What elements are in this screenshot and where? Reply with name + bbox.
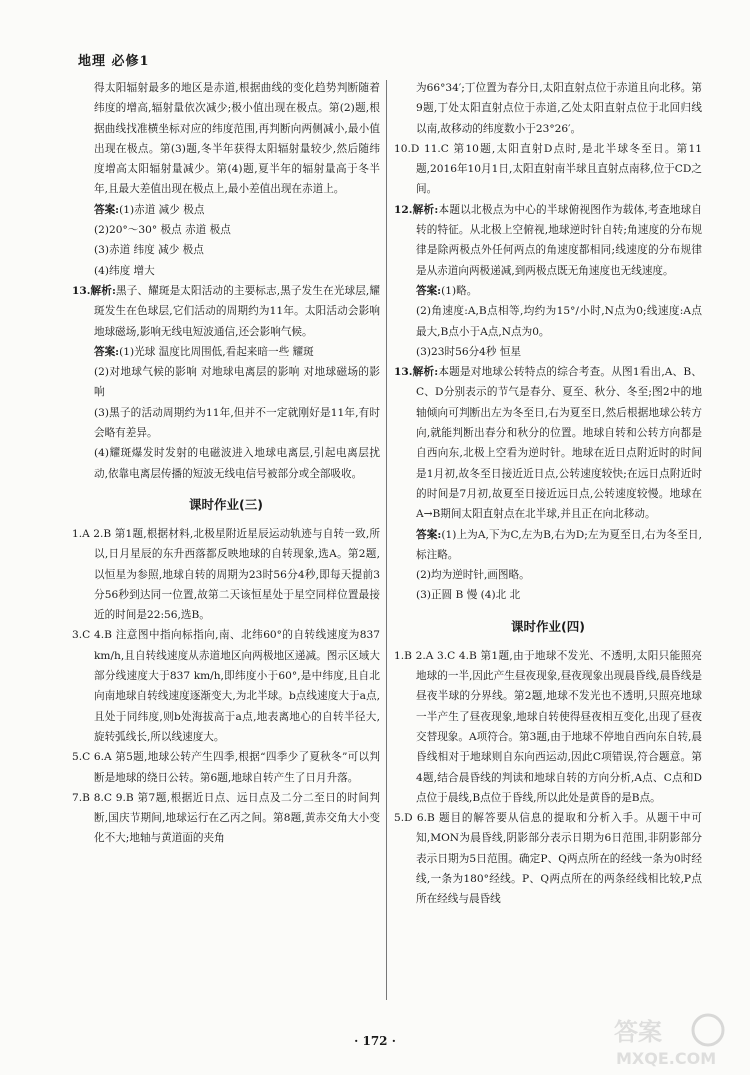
left-column xyxy=(72,78,380,849)
paragraph-text: (1)赤道 减少 极点 xyxy=(119,203,205,216)
paragraph-text: (3)赤道 纬度 减少 极点 xyxy=(94,244,204,257)
right-paragraph xyxy=(394,565,702,585)
watermark-logo xyxy=(612,1012,740,1070)
left-paragraph xyxy=(72,342,380,362)
paragraph-text: (4)耀斑爆发时发射的电磁波进入地球电离层,引起电离层扰动,依靠电离层传播的短波无线电信号被部分或全部吸收。 xyxy=(94,447,380,480)
paragraph-text: 为66°34′;丁位置为春分日,太阳直射点位于赤道且向北移。第9题,丁处太阳直射点位于赤道,乙处太阳直射点位于北回归线以南,故移动的纬度数小于23°26′。 xyxy=(416,82,702,135)
answer-label: 13.解析: xyxy=(394,366,439,379)
paragraph-text: (2)均为逆时针,画图略。 xyxy=(416,569,530,582)
left-paragraph xyxy=(72,220,380,240)
answer-label: 答案: xyxy=(416,528,442,541)
paragraph-text: 5.C 6.A 第5题,地球公转产生四季,根据“四季少了夏秋冬”可以判断是地球的绕日公转。第6题,地球自转产生了日月升落。 xyxy=(72,751,380,784)
right-paragraph xyxy=(394,525,702,566)
paragraph-text: 5.D 6.B 题目的解答要从信息的提取和分析入手。从题干中可知,MON为晨昏线,阴影部分表示日期为6日范围,非阴影部分表示日期为5日范围。确定P、Q两点所在的经线一条为0时经线,一条为180°经线。P、Q两点所在的两条经线相比较,P点所在经线与晨昏线 xyxy=(394,812,702,906)
paragraph-text: (1)光球 温度比周围低,看起来暗一些 耀斑 xyxy=(119,345,314,358)
watermark-circle-icon xyxy=(693,1015,723,1045)
left-paragraph xyxy=(72,281,380,342)
paragraph-text: (2)20°～30° 极点 赤道 极点 xyxy=(94,224,231,237)
right-column xyxy=(394,78,702,910)
section-title: 课时作业(四) xyxy=(511,618,585,634)
left-paragraph xyxy=(72,747,380,788)
paragraph-text: (1)略。 xyxy=(441,284,478,297)
right-paragraph xyxy=(394,139,702,200)
right-paragraph xyxy=(394,585,702,605)
right-paragraph xyxy=(394,362,702,524)
answer-label: 答案: xyxy=(416,284,442,297)
paragraph-text: 7.B 8.C 9.B 第7题,根据近日点、远日点及二分二至日的时间判断,国庆节期间,地球运行在乙丙之间。第8题,黄赤交角大小变化不大;地轴与黄道面的夹角 xyxy=(72,791,380,845)
paragraph-text: 1.A 2.B 第1题,根据材料,北极星附近星辰运动轨迹与自转一致,所以,日月星辰的东升西落都反映地球的自转现象,选A。第2题,以恒星为参照,地球自转的周期为23时56分4秒,即每天提前3分56秒到达同一位置,故第二天该恒星处于星空同样位置最接近的时间是22:56,选B。 xyxy=(72,527,380,622)
paragraph-text: (3)23时56分4秒 恒星 xyxy=(416,345,522,358)
paragraph-text: (2)对地球气候的影响 对地球电离层的影响 对地球磁场的影响 xyxy=(94,366,380,399)
left-paragraph xyxy=(72,240,380,260)
right-paragraph xyxy=(394,301,702,342)
paragraph-text: (3)正圆 B 慢 (4)北 北 xyxy=(416,589,521,602)
page-number: · 172 · xyxy=(354,1034,396,1048)
answer-label: 12.解析: xyxy=(394,203,439,216)
section-title: 课时作业(三) xyxy=(189,496,263,512)
paragraph-text: 本题是对地球公转特点的综合考查。从图1看出,A、B、C、D分别表示的节气是春分、夏至、秋分、冬至;图2中的地轴倾向可判断出左为冬至日,右为夏至日,然后根据地球公转方向,就能判断出春分和秋分的位置。地球自转和公转方向都是自西向东,北极上空看为逆时针。地球在近日点附近时的时间是1月初,故冬至日接近近日点,公转速度较快;在远日点附近时的时间是7月初,故夏至日接近远日点,公转速度较慢。地球在A→B期间太阳直射点在北半球,并且正在向北移动。 xyxy=(416,366,702,521)
watermark-url-text: MXQE.COM xyxy=(616,1049,717,1068)
paragraph-text: (1)上为A,下为C,左为B,右为D;左为夏至日,右为冬至日,标注略。 xyxy=(416,528,702,561)
left-paragraph xyxy=(72,362,380,403)
right-paragraph xyxy=(394,200,702,281)
left-paragraph xyxy=(72,403,380,444)
left-paragraph xyxy=(72,524,380,625)
left-paragraph xyxy=(72,261,380,281)
answer-label: 答案: xyxy=(94,203,120,216)
right-paragraph xyxy=(394,808,702,909)
right-paragraph xyxy=(394,342,702,362)
right-paragraph xyxy=(394,78,702,139)
right-paragraph xyxy=(394,646,702,808)
left-paragraph xyxy=(72,443,380,484)
column-divider xyxy=(386,80,387,1000)
right-paragraph xyxy=(394,281,702,301)
paragraph-text: 黑子、耀斑是太阳活动的主要标志,黑子发生在光球层,耀斑发生在色球层,它们活动的周期约为11年。太阳活动会影响地球磁场,影响无线电短波通信,还会影响气候。 xyxy=(94,284,380,338)
answer-label: 答案: xyxy=(94,345,120,358)
answer-label: 13.解析: xyxy=(72,284,116,297)
left-paragraph xyxy=(72,78,380,200)
page-header: 地理 必修1 xyxy=(78,54,150,69)
watermark-cn-text: 答案 xyxy=(614,1018,662,1046)
paragraph-text: 1.B 2.A 3.C 4.B 第1题,由于地球不发光、不透明,太阳只能照亮地球的一半,因此产生昼夜现象,昼夜现象出现晨昏线,晨昏线是昼夜半球的分界线。第2题,地球不发光也不透明,只照亮地球一半产生了昼夜现象,地球自转使得昼夜相互变化,出现了昼夜交替现象。A项符合。第3题,由于地球不停地自西向东自转,晨昏线相对于地球则自东向西运动,因此C项错误,符合题意。第4题,结合晨昏线的判读和地球自转的方向分析,A点、C点和D点位于晨线,B点位于昏线,所以此处是黄昏的是B点。 xyxy=(394,649,702,804)
paragraph-text: 10.D 11.C 第10题,太阳直射D点时,是北半球冬至日。第11题,2016年10月1日,太阳直射南半球且直射点南移,位于CD之间。 xyxy=(394,142,702,196)
left-paragraph xyxy=(72,200,380,220)
paragraph-text: 本题以北极点为中心的半球俯视图作为载体,考查地球自转的特征。从北极上空俯视,地球逆时针自转;角速度的分布规律是除两极点外任何两点的角速度都相同;线速度的分布规律是从赤道向两极递减,到两极点既无角速度也无线速度。 xyxy=(416,203,702,277)
paragraph-text: (3)黑子的活动周期约为11年,但并不一定就刚好是11年,有时会略有差异。 xyxy=(94,406,380,440)
paragraph-text: (4)纬度 增大 xyxy=(94,264,155,277)
paragraph-text: (2)角速度:A,B点相等,均约为15°/小时,N点为0;线速度:A点最大,B点小于A点,N点为0。 xyxy=(416,305,702,338)
paragraph-text: 得太阳辐射最多的地区是赤道,根据曲线的变化趋势判断随着纬度的增高,辐射量依次减少;极小值出现在极点。第(2)题,根据曲线找准横坐标对应的纬度范围,再判断向两侧减小,最小值出现在极点。第(3)题,冬半年获得太阳辐射量较少,然后随纬度增高太阳辐射量减少。第(4)题,夏半年的辐射量高于冬半年,且最大差值出现在极点上,最小差值出现在赤道上。 xyxy=(94,82,380,196)
left-paragraph xyxy=(72,788,380,849)
paragraph-text: 3.C 4.B 注意图中指向标指向,南、北纬60°的自转线速度为837 km/h,且自转线速度从赤道地区向两极地区递减。图示区域大部分线速度大于837 km/h,即纬度小于60°,是中纬度,且自北向南地球自转线速度逐渐变大,为北半球。b点线速度大于a点,且处于同纬度,则b处海拔高于a点,地表离地心的自转半径大,旋转弧线长,所以线速度大。 xyxy=(72,629,380,743)
left-paragraph xyxy=(72,625,380,747)
